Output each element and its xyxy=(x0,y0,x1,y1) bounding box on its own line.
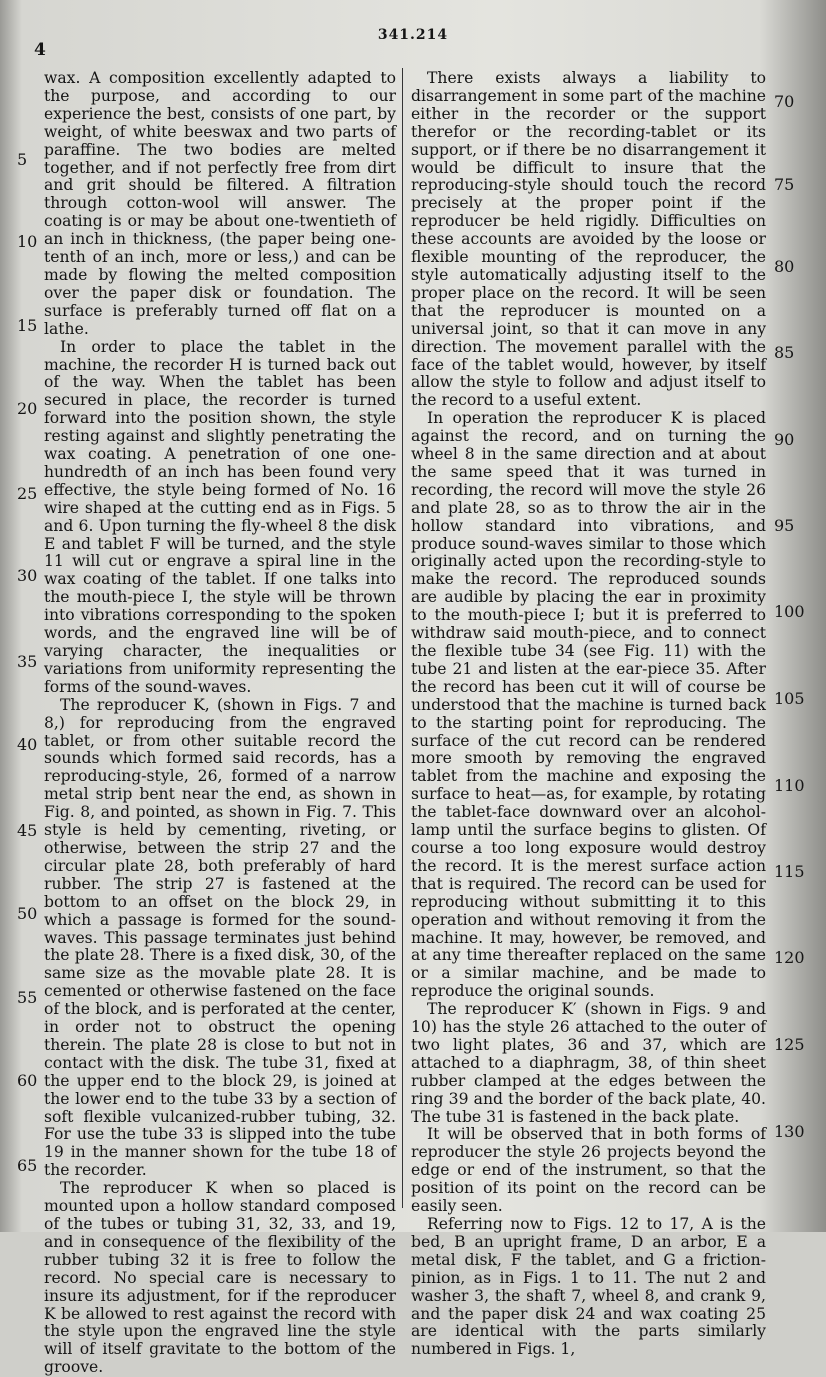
line-number: 75 xyxy=(774,175,795,194)
left-column xyxy=(44,70,396,1377)
line-number: 15 xyxy=(17,316,38,335)
paragraph: In operation the reproducer K is placed against the record, and on turning the wheel 8 in the same direction and at about the same speed that it was turned in recording, the record will move the style 26 and plate 28, so as to throw the air in the hollow standard into vibrations, and produce sound-waves similar to those which originally acted upon the recording-style to make the record. The reproduced sounds are audible by placing the ear in proximity to the mouth-piece I; but it is preferred to withdraw said mouth-piece, and to connect the flexible tube 34 (see Fig. 11) with the tube 21 and listen at the ear-piece 35. After the record has been cut it will of course be understood that the machine is turned back to the starting point for reproducing. The surface of the cut record can be rendered more smooth by removing the engraved tablet from the machine and exposing the surface to heat—as, for example, by rotating the tablet-face downward over an alcohol-lamp until the surface begins to glisten. Of course a too long exposure would destroy the record. It is the merest surface action that is required. The record can be used for reproducing without submitting it to this operation and without removing it from the machine. It may, however, be removed, and at any time thereafter replaced on the same or a similar machine, and be made to reproduce the original sounds. xyxy=(411,409,766,1001)
line-number: 40 xyxy=(17,735,38,754)
right-column xyxy=(411,70,766,1359)
paragraph: In order to place the tablet in the machine, the recorder H is turned back out of the way. When the tablet has been secured in place, the recorder is turned forward into the position shown, the style resting against and slightly penetrating the wax coating. A penetration of one one-hundredth of an inch has been found very effective, the style being formed of No. 16 wire shaped at the cutting end as in Figs. 5 and 6. Upon turning the fly-wheel 8 the disk E and tablet F will be turned, and the style 11 will cut or engrave a spiral line in the wax coating of the tablet. If one talks into the mouth-piece I, the style will be thrown into vibrations corresponding to the spoken words, and the engraved line will be of varying character, the inequalities or variations from uniformity representing the forms of the sound-waves. xyxy=(44,337,396,696)
line-number: 25 xyxy=(17,484,38,503)
line-number: 50 xyxy=(17,904,38,923)
line-number: 130 xyxy=(774,1122,805,1141)
paragraph: The reproducer K when so placed is mounted upon a hollow standard composed of the tubes or tubing 31, 32, 33, and 19, and in consequence of the flexibility of the rubber tubing 32 it is free to follow the record. No special care is necessary to insure its adjustment, for if the reproducer K be allowed to rest against the record with the style upon the engraved line the style will of itself gravitate to the bottom of the groove. xyxy=(44,1179,396,1377)
column-divider xyxy=(402,68,403,1208)
line-number: 125 xyxy=(774,1035,805,1054)
paragraph: The reproducer K, (shown in Figs. 7 and 8,) for reproducing from the engraved tablet, or from other suitable record the sounds which formed said records, has a reproducing-style, 26, formed of a narrow metal strip bent near the end, as shown in Fig. 8, and pointed, as shown in Fig. 7. This style is held by cementing, riveting, or otherwise, between the strip 27 and the circular plate 28, both preferably of hard rubber. The strip 27 is fastened at the bottom to an offset on the block 29, in which a passage is formed for the sound-waves. This passage terminates just behind the plate 28. There is a fixed disk, 30, of the same size as the movable plate 28. It is cemented or otherwise fastened on the face of the block, and is perforated at the center, in order not to obstruct the opening therein. The plate 28 is close to but not in contact with the disk. The tube 31, fixed at the upper end to the block 29, is joined at the lower end to the tube 33 by a section of soft flexible vulcanized-rubber tubing, 32. For use the tube 33 is slipped into the tube 19 in the manner shown for the tube 18 of the recorder. xyxy=(44,695,396,1180)
line-number: 105 xyxy=(774,689,805,708)
paragraph: wax. A composition excellently adapted to the purpose, and according to our experience the best, consists of one part, by weight, of white beeswax and two parts of paraffine. The two bodies are melted together, and if not perfectly free from dirt and grit should be filtered. A filtration through cotton-wool will answer. The coating is or may be about one-twentieth of an inch in thickness, (the paper being one-tenth of an inch, more or less,) and can be made by flowing the melted composition over the paper disk or foundation. The surface is preferably turned off flat on a lathe. xyxy=(44,69,396,338)
line-number: 100 xyxy=(774,602,805,621)
line-number: 65 xyxy=(17,1156,38,1175)
line-number: 20 xyxy=(17,399,38,418)
line-number: 60 xyxy=(17,1071,38,1090)
line-number: 110 xyxy=(774,776,805,795)
line-number: 45 xyxy=(17,821,38,840)
line-number: 55 xyxy=(17,988,38,1007)
line-number: 5 xyxy=(17,150,28,169)
page-number: 4 xyxy=(34,40,46,60)
line-number: 35 xyxy=(17,652,38,671)
patent-number: 341.214 xyxy=(377,27,449,43)
line-number: 115 xyxy=(774,862,805,881)
paragraph: It will be observed that in both forms of reproducer the style 26 projects beyond the edge or end of the instrument, so that the position of its point on the record can be easily seen. xyxy=(411,1125,766,1216)
line-number: 30 xyxy=(17,566,38,585)
line-number: 10 xyxy=(17,232,38,251)
line-number: 90 xyxy=(774,430,795,449)
line-number: 80 xyxy=(774,257,795,276)
paragraph: There exists always a liability to disarrangement in some part of the machine either in the recorder or the support therefor or the recording-tablet or its support, or if there be no disarrangement it would be difficult to insure that the reproducing-style should touch the record precisely at the proper point if the reproducer be held rigidly. Difficulties on these accounts are avoided by the loose or flexible mounting of the reproducer, the style automatically adjusting itself to the proper place on the record. It will be seen that the reproducer is mounted on a universal joint, so that it can move in any direction. The movement parallel with the face of the tablet would, however, by itself allow the style to follow and adjust itself to the record to a useful extent. xyxy=(411,69,766,410)
paragraph: Referring now to Figs. 12 to 17, A is the bed, B an upright frame, D an arbor, E a metal disk, F the tablet, and G a friction-pinion, as in Figs. 1 to 11. The nut 2 and washer 3, the shaft 7, wheel 8, and crank 9, and the paper disk 24 and wax coating 25 are identical with the parts similarly numbered in Figs. 1, xyxy=(411,1215,766,1359)
line-number: 85 xyxy=(774,343,795,362)
line-number: 95 xyxy=(774,516,795,535)
line-number: 120 xyxy=(774,948,805,967)
paragraph: The reproducer K′ (shown in Figs. 9 and 10) has the style 26 attached to the outer of two light plates, 36 and 37, which are attached to a diaphragm, 38, of thin sheet rubber clamped at the edges between the ring 39 and the border of the back plate, 40. The tube 31 is fastened in the back plate. xyxy=(411,1000,766,1126)
line-number: 70 xyxy=(774,92,795,111)
